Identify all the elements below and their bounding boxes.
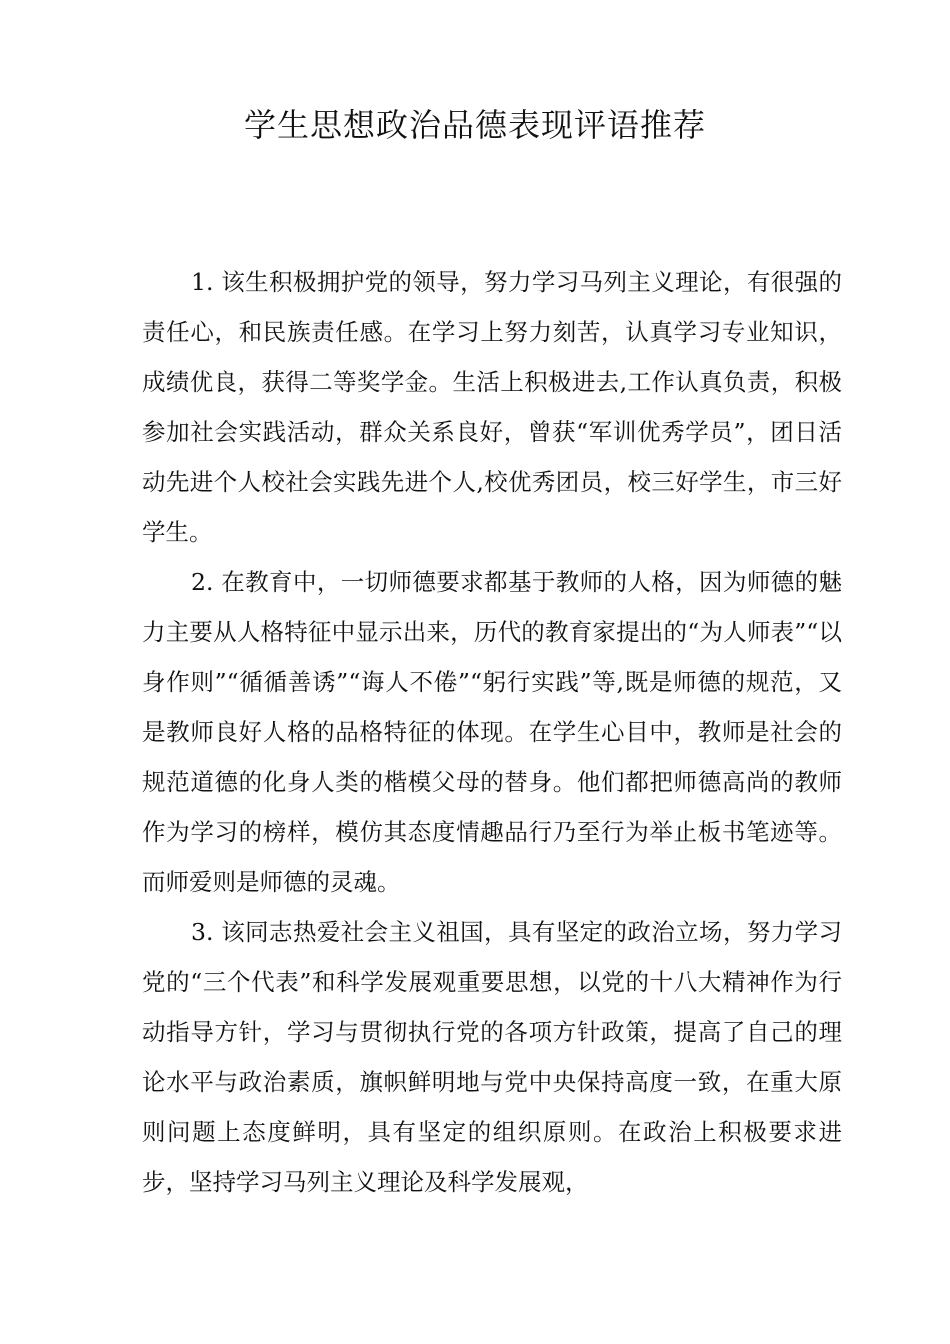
document-title: 学生思想政治品德表现评语推荐 bbox=[243, 106, 706, 144]
paragraph-1: 1. 该生积极拥护党的领导，努力学习马列主义理论，有很强的责任心，和民族责任感。在学习上努力刻苦，认真学习专业知识，成绩优良，获得二等奖学金。生活上积极进去,工作认真负责，积极参加社会实践活动，群众关系良好，曾获“军训优秀学员”，团日活动先进个人校社会实践先进个人,校优秀团员，校三好学生，市三好学生。 bbox=[142, 268, 842, 546]
document-body bbox=[142, 257, 842, 1207]
paragraph-3: 3. 该同志热爱社会主义祖国，具有坚定的政治立场，努力学习党的“三个代表”和科学发展观重要思想，以党的十八大精神作为行动指导方针，学习与贯彻执行党的各项方针政策，提高了自己的理论水平与政治素质，旗帜鲜明地与党中央保持高度一致，在重大原则问题上态度鲜明，具有坚定的组织原则。在政治上积极要求进步，坚持学习马列主义理论及科学发展观， bbox=[142, 918, 842, 1196]
paragraph-2: 2. 在教育中，一切师德要求都基于教师的人格，因为师德的魅力主要从人格特征中显示出来，历代的教育家提出的“为人师表”“以身作则”“循循善诱”“诲人不倦”“躬行实践”等,既是师德的规范，又是教师良好人格的品格特征的体现。在学生心目中，教师是社会的规范道德的化身人类的楷模父母的替身。他们都把师德高尚的教师作为学习的榜样，模仿其态度情趣品行乃至行为举止板书笔迹等。而师爱则是师德的灵魂。 bbox=[142, 568, 842, 896]
